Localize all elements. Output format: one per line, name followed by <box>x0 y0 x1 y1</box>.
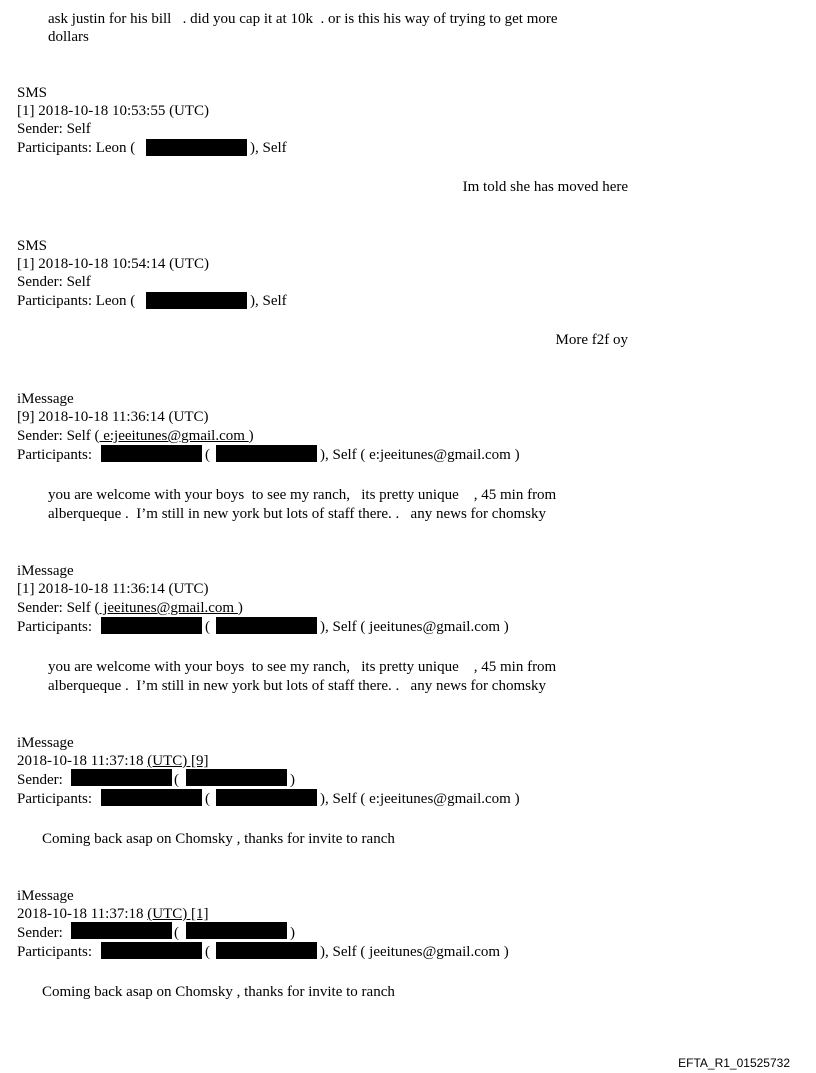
sender-suffix: ) <box>237 600 243 616</box>
sender-open: ( <box>174 772 179 788</box>
message-sender: Sender: Self <box>17 121 91 137</box>
redaction-block <box>71 769 172 786</box>
message-meta: [9] 2018-10-18 11:36:14 (UTC) <box>17 409 209 425</box>
meta-tag: (UTC) [9] <box>147 753 209 769</box>
participants-open: ( <box>205 447 210 463</box>
message-meta: [1] 2018-10-18 10:53:55 (UTC) <box>17 103 210 119</box>
sender-open: ( <box>174 925 179 941</box>
message-body-line: alberqueque . I’m still in new york but lots of staff there. . any news for chomsky <box>48 506 546 522</box>
message-participants-suffix: ), Self ( jeeitunes@gmail.com ) <box>320 944 509 960</box>
message-body-line: you are welcome with your boys to see my ranch, its pretty unique , 45 min from <box>48 659 557 675</box>
redaction-block <box>146 139 247 156</box>
message-body-line: you are welcome with your boys to see my ranch, its pretty unique , 45 min from <box>48 487 557 503</box>
message-body-line: alberqueque . I’m still in new york but lots of staff there. . any news for chomsky <box>48 678 546 694</box>
sender-close: ) <box>290 772 295 788</box>
message-body: More f2f oy <box>555 332 628 348</box>
meta-tag: (UTC) [1] <box>147 906 209 922</box>
message-meta <box>17 752 209 770</box>
message-participants-suffix: ), Self ( e:jeeitunes@gmail.com ) <box>320 791 520 807</box>
participants-open: ( <box>205 791 210 807</box>
message-type: iMessage <box>17 888 74 904</box>
redaction-block <box>216 942 317 959</box>
redaction-block <box>101 617 202 634</box>
sender-email: jeeitunes@gmail.com <box>99 600 238 616</box>
message-body: Im told she has moved here <box>462 179 628 195</box>
message-participants-prefix: Participants: Leon ( <box>17 140 136 156</box>
sender-prefix: Sender: Self ( <box>17 428 100 444</box>
participants-label: Participants: <box>17 619 92 635</box>
message-sender: Sender: Self <box>17 274 91 290</box>
document-id: EFTA_R1_01525732 <box>678 1056 790 1070</box>
message-type: iMessage <box>17 735 74 751</box>
sender-suffix: ) <box>248 428 254 444</box>
redaction-block <box>186 769 287 786</box>
message-sender <box>17 599 243 617</box>
sender-prefix: Sender: Self ( <box>17 600 100 616</box>
message-body: Coming back asap on Chomsky , thanks for invite to ranch <box>42 831 395 847</box>
message-meta <box>17 905 209 923</box>
message-type: iMessage <box>17 391 74 407</box>
message-participants-suffix: ), Self ( e:jeeitunes@gmail.com ) <box>320 447 520 463</box>
sender-close: ) <box>290 925 295 941</box>
redaction-block <box>216 789 317 806</box>
message-participants-suffix: ), Self <box>250 140 287 156</box>
message-body: Coming back asap on Chomsky , thanks for invite to ranch <box>42 984 395 1000</box>
redaction-block <box>101 942 202 959</box>
message-body-line: dollars <box>48 29 89 45</box>
message-type: iMessage <box>17 563 74 579</box>
message-meta: [1] 2018-10-18 11:36:14 (UTC) <box>17 581 209 597</box>
redaction-block <box>101 445 202 462</box>
message-participants-suffix: ), Self <box>250 293 287 309</box>
redaction-block <box>216 445 317 462</box>
message-sender <box>17 427 254 445</box>
participants-label: Participants: <box>17 791 92 807</box>
meta-timestamp: 2018-10-18 11:37:18 <box>17 753 148 769</box>
meta-timestamp: 2018-10-18 11:37:18 <box>17 906 148 922</box>
message-body-line: ask justin for his bill . did you cap it at 10k . or is this his way of trying to get more <box>48 11 558 27</box>
sender-label: Sender: <box>17 925 63 941</box>
participants-open: ( <box>205 619 210 635</box>
redaction-block <box>216 617 317 634</box>
redaction-block <box>146 292 247 309</box>
redaction-block <box>186 922 287 939</box>
sender-label: Sender: <box>17 772 63 788</box>
message-meta: [1] 2018-10-18 10:54:14 (UTC) <box>17 256 210 272</box>
redaction-block <box>71 922 172 939</box>
participants-open: ( <box>205 944 210 960</box>
message-type: SMS <box>17 85 48 101</box>
message-participants-prefix: Participants: Leon ( <box>17 293 136 309</box>
message-participants-suffix: ), Self ( jeeitunes@gmail.com ) <box>320 619 509 635</box>
participants-label: Participants: <box>17 447 92 463</box>
sender-email: e:jeeitunes@gmail.com <box>99 428 249 444</box>
participants-label: Participants: <box>17 944 92 960</box>
redaction-block <box>101 789 202 806</box>
message-type: SMS <box>17 238 48 254</box>
